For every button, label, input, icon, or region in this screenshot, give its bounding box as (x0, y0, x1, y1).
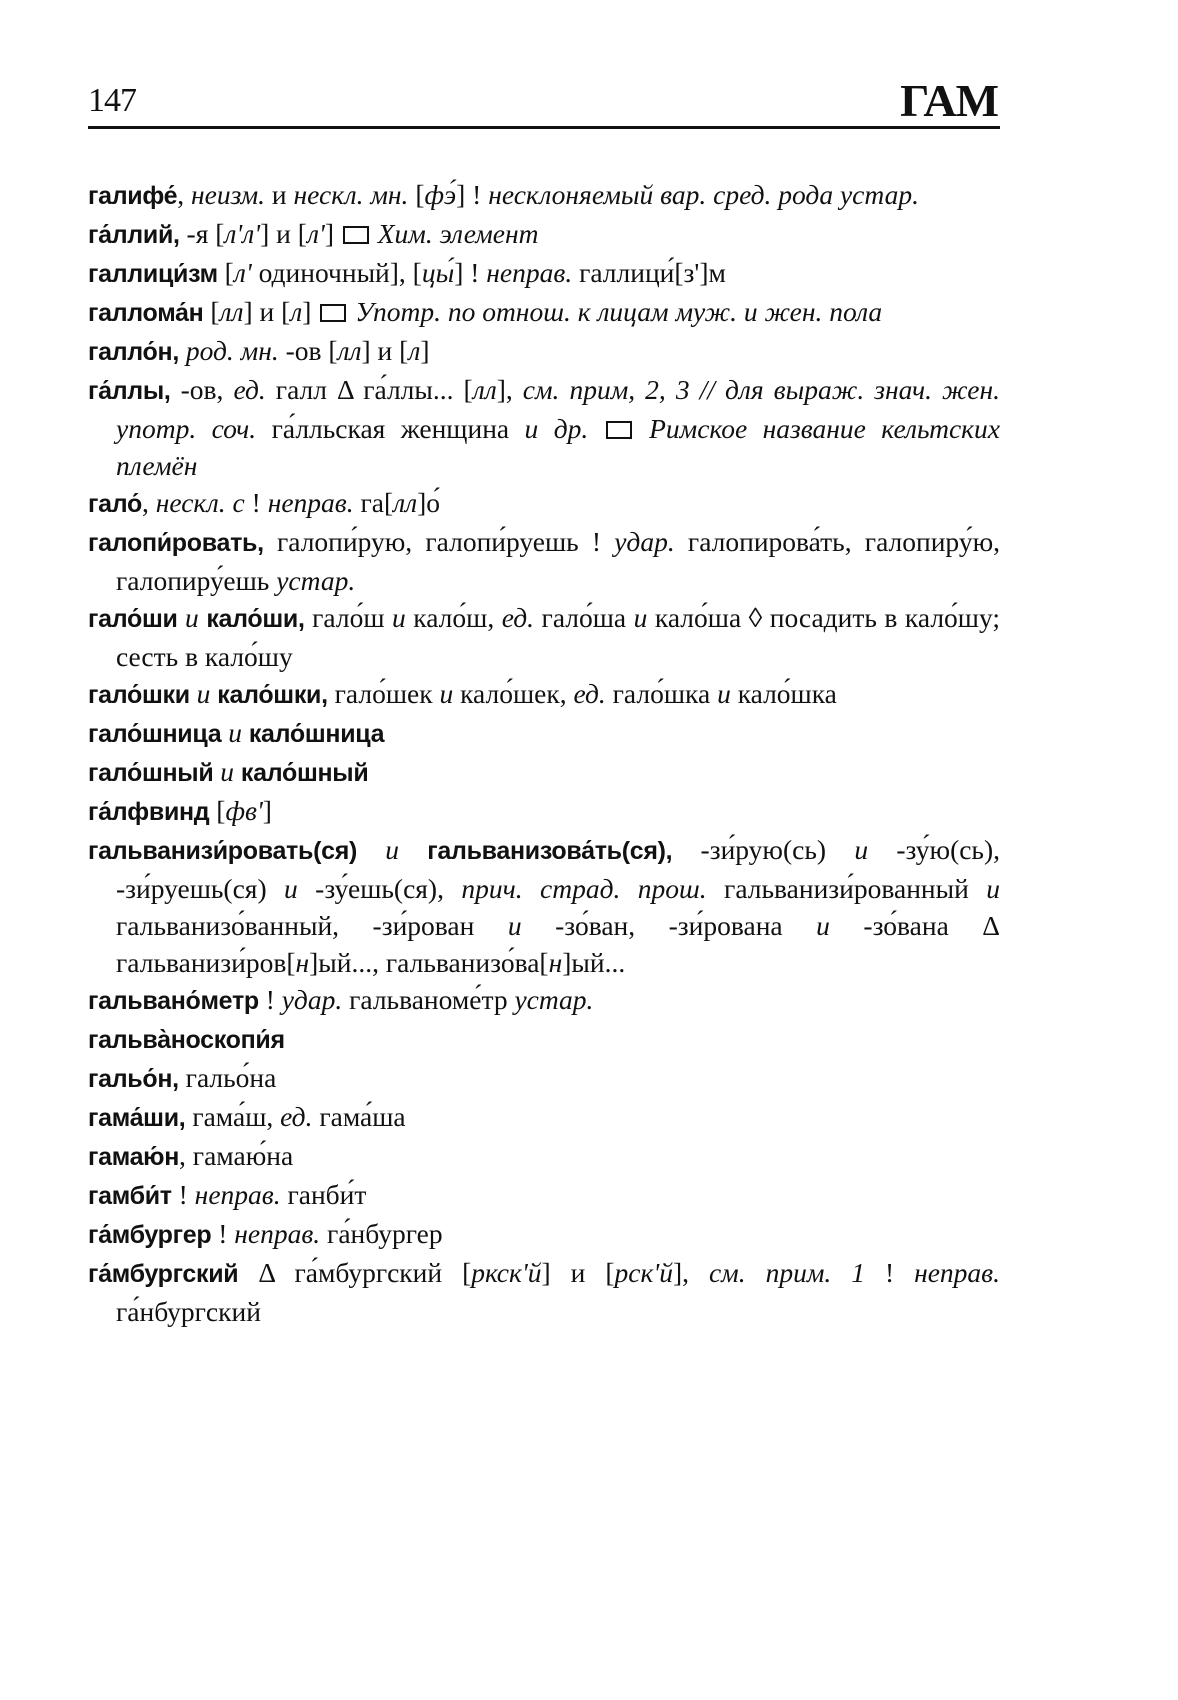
label-italic: Хим. элемент (370, 218, 539, 249)
label-italic: ед. (573, 678, 606, 709)
headword: гальва̀носкопи́я (88, 1026, 285, 1054)
entry-text: гама́ш, (185, 1101, 281, 1132)
headword: галопи́ровать, (88, 529, 264, 557)
headword: га́мбургер (88, 1221, 212, 1249)
dictionary-entry (88, 176, 1000, 215)
header-rule (88, 126, 1000, 129)
entry-text: га́нбургский (116, 1296, 261, 1327)
entry-text: -ов, (170, 374, 234, 405)
entry-text: галопирова́ть, галопиру́ю, галопиру́ешь (116, 526, 1000, 596)
label-italic: удар. (281, 984, 343, 1015)
label-italic: л' (306, 218, 325, 249)
headword: гамби́т (88, 1182, 172, 1210)
dictionary-entry (88, 792, 1000, 831)
label-italic: неправ. (194, 1179, 281, 1210)
entry-text: ], (672, 1257, 709, 1288)
label-italic: ед. (280, 1101, 313, 1132)
dictionary-entry (88, 293, 1000, 332)
dictionary-entry (88, 1215, 1000, 1254)
entry-text: ] и [ (260, 218, 307, 249)
dictionary-entry (88, 215, 1000, 254)
entry-text: [ (217, 257, 234, 288)
entry-text: [ (408, 179, 425, 210)
label-italic: неизм. (190, 179, 266, 210)
dictionary-entry (88, 981, 1000, 1020)
label-italic: ед. (501, 602, 535, 633)
label-italic: и (213, 756, 241, 787)
label-italic: и (221, 717, 249, 748)
headword-variant: кало́ши, (206, 605, 305, 633)
headword-variant: гальванизова́ть(ся), (427, 837, 673, 865)
label-italic: Употр. по отнош. к лицам муж. и жен. пола (348, 296, 883, 327)
entry-text: Δ га́мбургский [ (238, 1257, 472, 1288)
label-italic: ед. (233, 374, 266, 405)
dictionary-entry (88, 332, 1000, 371)
label-italic: л' (233, 257, 252, 288)
entry-text: ! (211, 1218, 235, 1249)
label-italic: и (854, 834, 869, 865)
label-italic: и (816, 910, 830, 941)
entry-text: га[ (353, 487, 394, 518)
square-marker-icon (320, 304, 346, 322)
label-italic: несклоняемый вар. сред. рода устар. (488, 179, 919, 210)
headword: гало́шный (88, 759, 214, 787)
entry-text: гало́ш (304, 602, 393, 633)
entry-text: , (177, 179, 191, 210)
label-italic: лл (472, 374, 497, 405)
headword-variant: кало́шки, (217, 681, 328, 709)
label-italic: и (284, 873, 298, 904)
entry-text: одиночный], [ (251, 257, 422, 288)
entry-text: -зу́ю(сь), -зи́руешь(ся) (116, 834, 1001, 904)
headword: галлома́н (88, 299, 204, 327)
dictionary-entry (88, 1020, 1000, 1059)
entry-text: -зу́ешь(ся), (297, 873, 462, 904)
page-number: 147 (88, 82, 136, 119)
label-italic: и (507, 910, 522, 941)
headword: галло́н, (88, 338, 179, 366)
label-italic: род. мн. (185, 335, 279, 366)
headword: га́лфвинд (88, 798, 210, 826)
headword: га́ллий, (88, 221, 180, 249)
headword: гальвано́метр (88, 987, 259, 1015)
dictionary-entry (88, 714, 1000, 753)
label-italic: лл (393, 487, 418, 518)
entry-text: ] ! (454, 257, 487, 288)
dictionary-entry (88, 1254, 1000, 1330)
square-marker-icon (606, 421, 632, 439)
headword: га́мбургский (88, 1260, 239, 1288)
label-italic: неправ. (234, 1218, 321, 1249)
label-italic: л (290, 296, 303, 327)
dictionary-entry (88, 484, 1000, 523)
entry-text: ], (496, 374, 523, 405)
entry-text: кало́шка (730, 678, 837, 709)
headword: гало́шница (88, 720, 222, 748)
dictionary-entry (88, 831, 1000, 981)
label-italic: н (548, 947, 563, 978)
dictionary-entry (88, 599, 1000, 675)
entry-text: ] и [ (243, 296, 291, 327)
entry-text: -зи́рую(сь) (672, 834, 855, 865)
entry-text: гало́шка (605, 678, 718, 709)
headword: галифе́ (88, 182, 178, 210)
label-italic: устар. (276, 565, 356, 596)
headword: гало́ши (88, 605, 178, 633)
entry-text: [ (209, 795, 226, 826)
headword: га́ллы, (88, 377, 171, 405)
entry-text: гало́шек (327, 678, 440, 709)
entry-text: кало́шек, (453, 678, 574, 709)
label-italic: рск'й (614, 1257, 673, 1288)
dictionary-entry (88, 1098, 1000, 1137)
headword-variant: кало́шница (248, 720, 385, 748)
headword: гама́ши, (88, 1104, 186, 1132)
page-header (88, 72, 998, 128)
entry-text: ] (324, 218, 341, 249)
entry-text: ] ! (456, 179, 489, 210)
label-italic: и (439, 678, 454, 709)
entry-text: ] (302, 296, 319, 327)
entry-text: ] (420, 335, 430, 366)
running-head: ГАМ (900, 75, 998, 126)
label-italic: фв' (225, 795, 263, 826)
dictionary-entry (88, 1176, 1000, 1215)
label-italic: и (357, 834, 428, 865)
label-italic: цы́ (421, 257, 455, 288)
label-italic: и (189, 678, 218, 709)
headword-variant: кало́шный (240, 759, 369, 787)
entry-text: ! (258, 984, 282, 1015)
dictionary-entry (88, 523, 1000, 599)
dictionary-entry (88, 1059, 1000, 1098)
entry-text: ]о́ (417, 487, 441, 518)
entry-text: гальванизо́ванный, -зи́рован (116, 910, 508, 941)
entry-text: -зо́вана Δ гальванизи́ров[ (116, 910, 1000, 978)
entry-text: ]ый..., гальванизо́ва[ (309, 947, 549, 978)
headword: гало́шки (88, 681, 190, 709)
dictionary-entry (88, 371, 1000, 484)
entry-text: , гамаю́на (179, 1140, 294, 1171)
entry-text: га́нбургер (320, 1218, 443, 1249)
entry-text: , (141, 487, 156, 518)
dictionary-entries (88, 176, 1000, 1330)
entry-text: гальванизи́рованный (706, 873, 987, 904)
entry-text: кало́ш, (405, 602, 502, 633)
entry-text: ] (262, 795, 272, 826)
headword: галлици́зм (88, 260, 218, 288)
entry-text: гальваноме́тр (342, 984, 515, 1015)
entry-text: гама́ша (312, 1101, 406, 1132)
label-italic: устар. (514, 984, 594, 1015)
label-italic: нескл. мн. (293, 179, 409, 210)
entry-text (588, 413, 603, 444)
square-marker-icon (343, 226, 369, 244)
label-italic: Римское название кельтских племён (116, 413, 1000, 481)
label-italic: см. прим. 1 (708, 1257, 865, 1288)
entry-text: га́лльская женщина (256, 413, 525, 444)
label-italic: л (408, 335, 421, 366)
label-italic: и др. (524, 413, 589, 444)
entry-text: и (265, 179, 294, 210)
label-italic: прич. страд. прош. (461, 873, 707, 904)
label-italic: лл (219, 296, 244, 327)
headword: гальо́н, (88, 1065, 179, 1093)
label-italic: и (986, 873, 1000, 904)
label-italic: нескл. с (155, 487, 245, 518)
dictionary-entry (88, 675, 1000, 714)
label-italic: н (295, 947, 310, 978)
entry-text: кало́ша ◊ посадить в кало́шу; сесть в кало́шу (116, 602, 1000, 672)
dictionary-entry (88, 753, 1000, 792)
entry-text: галопи́рую, галопи́руешь ! (263, 526, 615, 557)
entry-text: галл Δ га́ллы... [ (265, 374, 473, 405)
label-italic: и (392, 602, 406, 633)
entry-text: галлици́[з']м (572, 257, 726, 288)
label-italic: л'л' (224, 218, 261, 249)
entry-text: ] и [ (361, 335, 409, 366)
entry-text: гальо́на (178, 1062, 277, 1093)
entry-text: -ов [ (278, 335, 338, 366)
entry-text: ] и [ (541, 1257, 615, 1288)
entry-text: ! (864, 1257, 915, 1288)
headword: гамаю́н (88, 1143, 180, 1171)
dictionary-entry (88, 1137, 1000, 1176)
headword: гало́ (88, 490, 142, 518)
dictionary-entry (88, 254, 1000, 293)
entry-text: ! (244, 487, 268, 518)
label-italic: неправ. (914, 1257, 1000, 1288)
entry-text: -зо́ван, -зи́рована (521, 910, 817, 941)
headword: гальванизи́ровать(ся) (88, 837, 358, 865)
entry-text: -я [ (179, 218, 225, 249)
label-italic: см. прим, 2, 3 // для выраж. знач. жен. употр. соч. (116, 374, 1000, 444)
label-italic: ркск'й (471, 1257, 542, 1288)
entry-text: [ (203, 296, 220, 327)
label-italic: лл (337, 335, 362, 366)
label-italic: удар. (614, 526, 675, 557)
entry-text: гало́ша (534, 602, 634, 633)
entry-text (179, 335, 186, 366)
entry-text: ]ый... (562, 947, 626, 978)
entry-text: ! (171, 1179, 195, 1210)
label-italic: неправ. (486, 257, 573, 288)
label-italic: и (717, 678, 731, 709)
label-italic: неправ. (267, 487, 354, 518)
label-italic: фэ́ (424, 179, 457, 210)
label-italic: и (177, 602, 207, 633)
entry-text: ганби́т (280, 1179, 367, 1210)
label-italic: и (633, 602, 648, 633)
